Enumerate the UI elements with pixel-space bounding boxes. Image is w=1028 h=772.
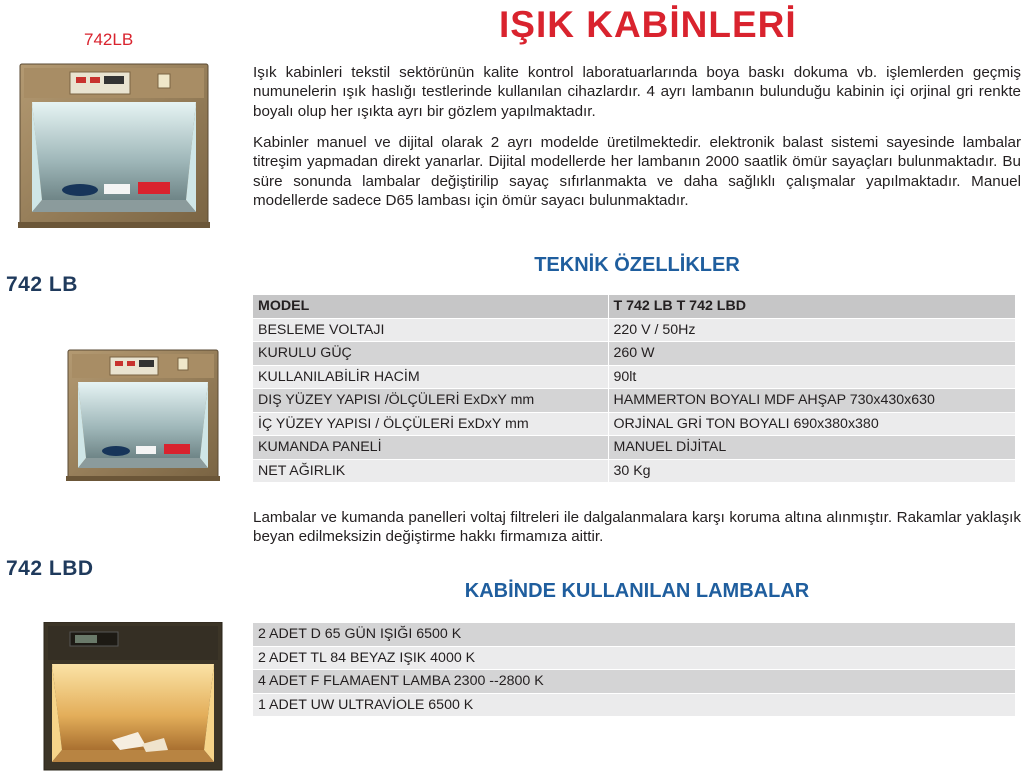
spec-value: ORJİNAL GRİ TON BOYALI 690x380x380 — [608, 412, 1015, 436]
lamp-item: 1 ADET UW ULTRAVİOLE 6500 K — [253, 693, 1015, 717]
lamps-table — [253, 623, 1015, 717]
spec-value: MANUEL DİJİTAL — [608, 436, 1015, 460]
protection-note: Lambalar ve kumanda panelleri voltaj filtreleri ile dalgalanmalara karşı koruma altına alınmıştır. Rakamlar yaklaşık beyan edilmeksizin değiştirme hakkı firmamıza aittir. — [253, 509, 1021, 546]
product-top-label: 742LB — [84, 30, 134, 49]
spec-value: HAMMERTON BOYALI MDF AHŞAP 730x430x630 — [608, 389, 1015, 413]
cabinet-image-742lb — [18, 62, 214, 232]
specs-table — [253, 295, 1015, 483]
spec-label: BESLEME VOLTAJI — [253, 318, 608, 342]
spec-value: 30 Kg — [608, 459, 1015, 483]
spec-label: NET AĞIRLIK — [253, 459, 608, 483]
spec-label: KURULU GÜÇ — [253, 342, 608, 366]
specs-row — [253, 436, 1015, 460]
specs-row — [253, 295, 1015, 318]
cabinet-image-742lb-small — [66, 348, 222, 484]
spec-label: MODEL — [253, 295, 608, 318]
spec-value: T 742 LB T 742 LBD — [608, 295, 1015, 318]
lamp-row — [253, 623, 1015, 646]
spec-label: KULLANILABİLİR HACİM — [253, 365, 608, 389]
lamp-row — [253, 670, 1015, 694]
model-label-742lbd: 742 LBD — [6, 557, 94, 580]
specs-row — [253, 459, 1015, 483]
spec-value: 90lt — [608, 365, 1015, 389]
lamp-item: 4 ADET F FLAMAENT LAMBA 2300 --2800 K — [253, 670, 1015, 694]
model-label-742lb: 742 LB — [6, 273, 78, 296]
specs-row — [253, 318, 1015, 342]
lamp-item: 2 ADET TL 84 BEYAZ IŞIK 4000 K — [253, 646, 1015, 670]
lamp-row — [253, 646, 1015, 670]
spec-label: DIŞ YÜZEY YAPISI /ÖLÇÜLERİ ExDxY mm — [253, 389, 608, 413]
intro-paragraph-2: Kabinler manuel ve dijital olarak 2 ayrı modelde üretilmektedir. elektronik balast sistemi sayesinde lambalar titreşim yapmadan direkt yanarlar. Dijital modellerde her lambanın 2000 saatlik ömür sayaçları bulunmaktadır. Bu süre sonunda lambalar değiştirilip sayaç sıfırlanmakta ve daha sağlıklı çalışmalar yapılmaktadır. Manuel modellerde sadece D65 lambası için ömür sayacı bulunmaktadır. — [253, 134, 1021, 210]
specs-row — [253, 389, 1015, 413]
lamp-item: 2 ADET D 65 GÜN IŞIĞI 6500 K — [253, 623, 1015, 646]
spec-label: İÇ YÜZEY YAPISI / ÖLÇÜLERİ ExDxY mm — [253, 412, 608, 436]
lamp-row — [253, 693, 1015, 717]
specs-row — [253, 365, 1015, 389]
spec-value: 260 W — [608, 342, 1015, 366]
spec-label: KUMANDA PANELİ — [253, 436, 608, 460]
specs-row — [253, 342, 1015, 366]
specs-row — [253, 412, 1015, 436]
specs-heading: TEKNİK ÖZELLİKLER — [534, 254, 740, 276]
cabinet-image-742lbd — [42, 622, 226, 772]
spec-value: 220 V / 50Hz — [608, 318, 1015, 342]
intro-paragraph-1: Işık kabinleri tekstil sektörünün kalite kontrol laboratuarlarında boya baskı dokuma vb. işlemlerden geçmiş numunelerin ışık haslığı testlerinde kullanılan cihazlardır. 4 ayrı lambanın bulunduğu kabinin içi orjinal gri renkte boyalı olup her ışıkta ayrı bir gözlem yapılmaktadır. — [253, 64, 1021, 120]
lamps-heading: KABİNDE KULLANILAN LAMBALAR — [464, 580, 810, 602]
page-title: IŞIK KABİNLERİ — [499, 4, 797, 45]
